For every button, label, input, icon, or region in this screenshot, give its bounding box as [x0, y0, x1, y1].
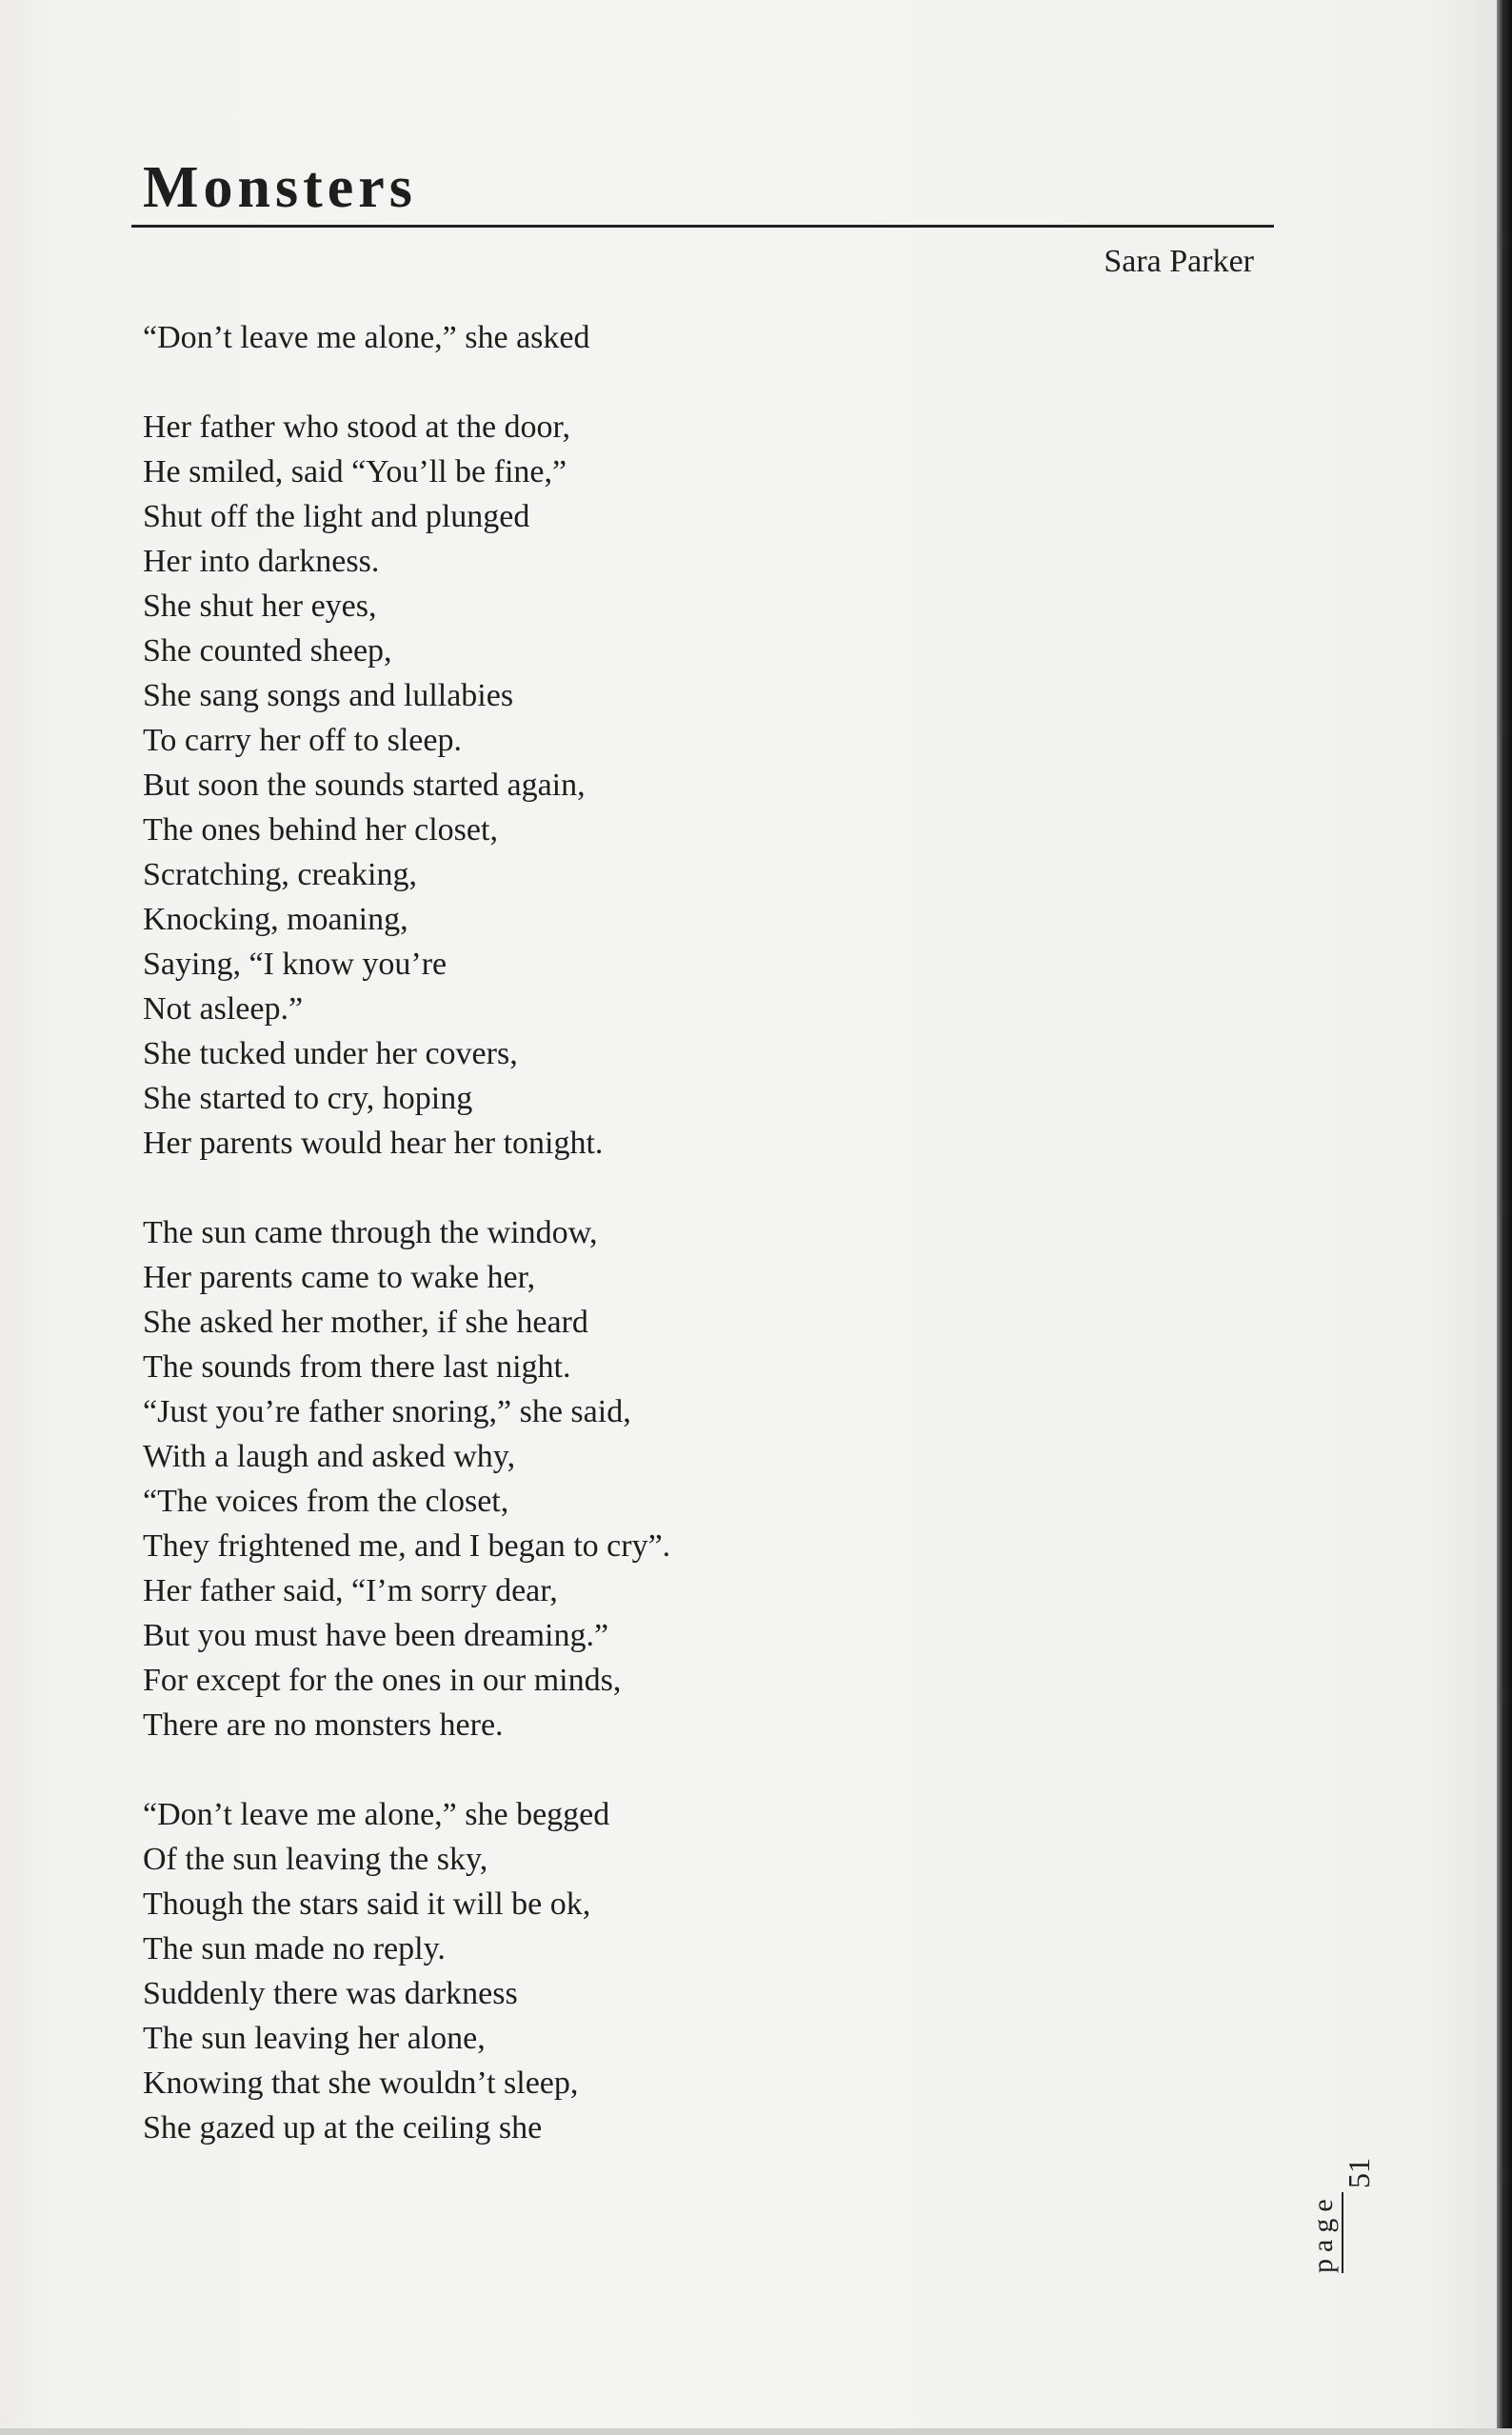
poem-line: “Just you’re father snoring,” she said, — [143, 1394, 631, 1429]
page-word: page — [1307, 2192, 1343, 2273]
title-rule — [131, 225, 1274, 228]
poem-line: Knocking, moaning, — [143, 902, 408, 937]
poem-line: She sang songs and lullabies — [143, 678, 514, 713]
page-bottom-edge — [0, 2428, 1512, 2435]
poem-line: She counted sheep, — [143, 633, 392, 669]
poem-line: Not asleep.” — [143, 991, 304, 1027]
poem-body — [143, 315, 670, 2150]
poem-line: “Don’t leave me alone,” she asked — [143, 320, 590, 355]
poem-line: Her into darkness. — [143, 544, 380, 579]
poem-line: The sounds from there last night. — [143, 1349, 571, 1385]
poem-line: She started to cry, hoping — [143, 1081, 473, 1116]
poem-line: To carry her off to sleep. — [143, 723, 462, 758]
poem-line: Suddenly there was darkness — [143, 1976, 518, 2011]
poem-line: Scratching, creaking, — [143, 857, 417, 892]
poem-line: But you must have been dreaming.” — [143, 1618, 609, 1653]
poem-line: “Don’t leave me alone,” she begged — [143, 1797, 610, 1832]
poem-line: With a laugh and asked why, — [143, 1439, 516, 1474]
poem-title: Monsters — [143, 155, 417, 220]
poem-line: The sun made no reply. — [143, 1931, 446, 1966]
poem-line: She shut her eyes, — [143, 589, 377, 624]
poem-line: Her father said, “I’m sorry dear, — [143, 1573, 558, 1608]
poem-line: They frightened me, and I began to cry”. — [143, 1528, 671, 1564]
poem-line: Her parents would hear her tonight. — [143, 1126, 604, 1161]
poem-line: Her father who stood at the door, — [143, 409, 571, 445]
poem-line: The sun came through the window, — [143, 1215, 598, 1250]
stanza — [143, 1210, 670, 1747]
stanza — [143, 315, 670, 360]
poem-line: Though the stars said it will be ok, — [143, 1886, 591, 1922]
stanza — [143, 405, 670, 1166]
poem-line: Knowing that she wouldn’t sleep, — [143, 2066, 579, 2101]
page-number: 51 — [1342, 2158, 1376, 2188]
poem-line: For except for the ones in our minds, — [143, 1663, 622, 1698]
poem-line: There are no monsters here. — [143, 1707, 504, 1743]
poem-line: Her parents came to wake her, — [143, 1260, 536, 1295]
poem-line: She gazed up at the ceiling she — [143, 2110, 543, 2146]
stanza — [143, 1792, 670, 2150]
poem-line: Of the sun leaving the sky, — [143, 1842, 488, 1877]
poem-line: “The voices from the closet, — [143, 1484, 509, 1519]
poem-line: She asked her mother, if she heard — [143, 1305, 588, 1340]
poem-line: The ones behind her closet, — [143, 812, 498, 848]
poem-line: He smiled, said “You’ll be fine,” — [143, 454, 567, 489]
poem-line: Saying, “I know you’re — [143, 947, 448, 982]
poem-line: Shut off the light and plunged — [143, 499, 530, 534]
poem-line: She tucked under her covers, — [143, 1036, 518, 1071]
poem-line: But soon the sounds started again, — [143, 768, 586, 803]
poem-author: Sara Parker — [1104, 244, 1254, 279]
page-edge-shadow — [1497, 0, 1512, 2435]
poem-line: The sun leaving her alone, — [143, 2021, 486, 2056]
page-number-marker — [1307, 2126, 1376, 2278]
